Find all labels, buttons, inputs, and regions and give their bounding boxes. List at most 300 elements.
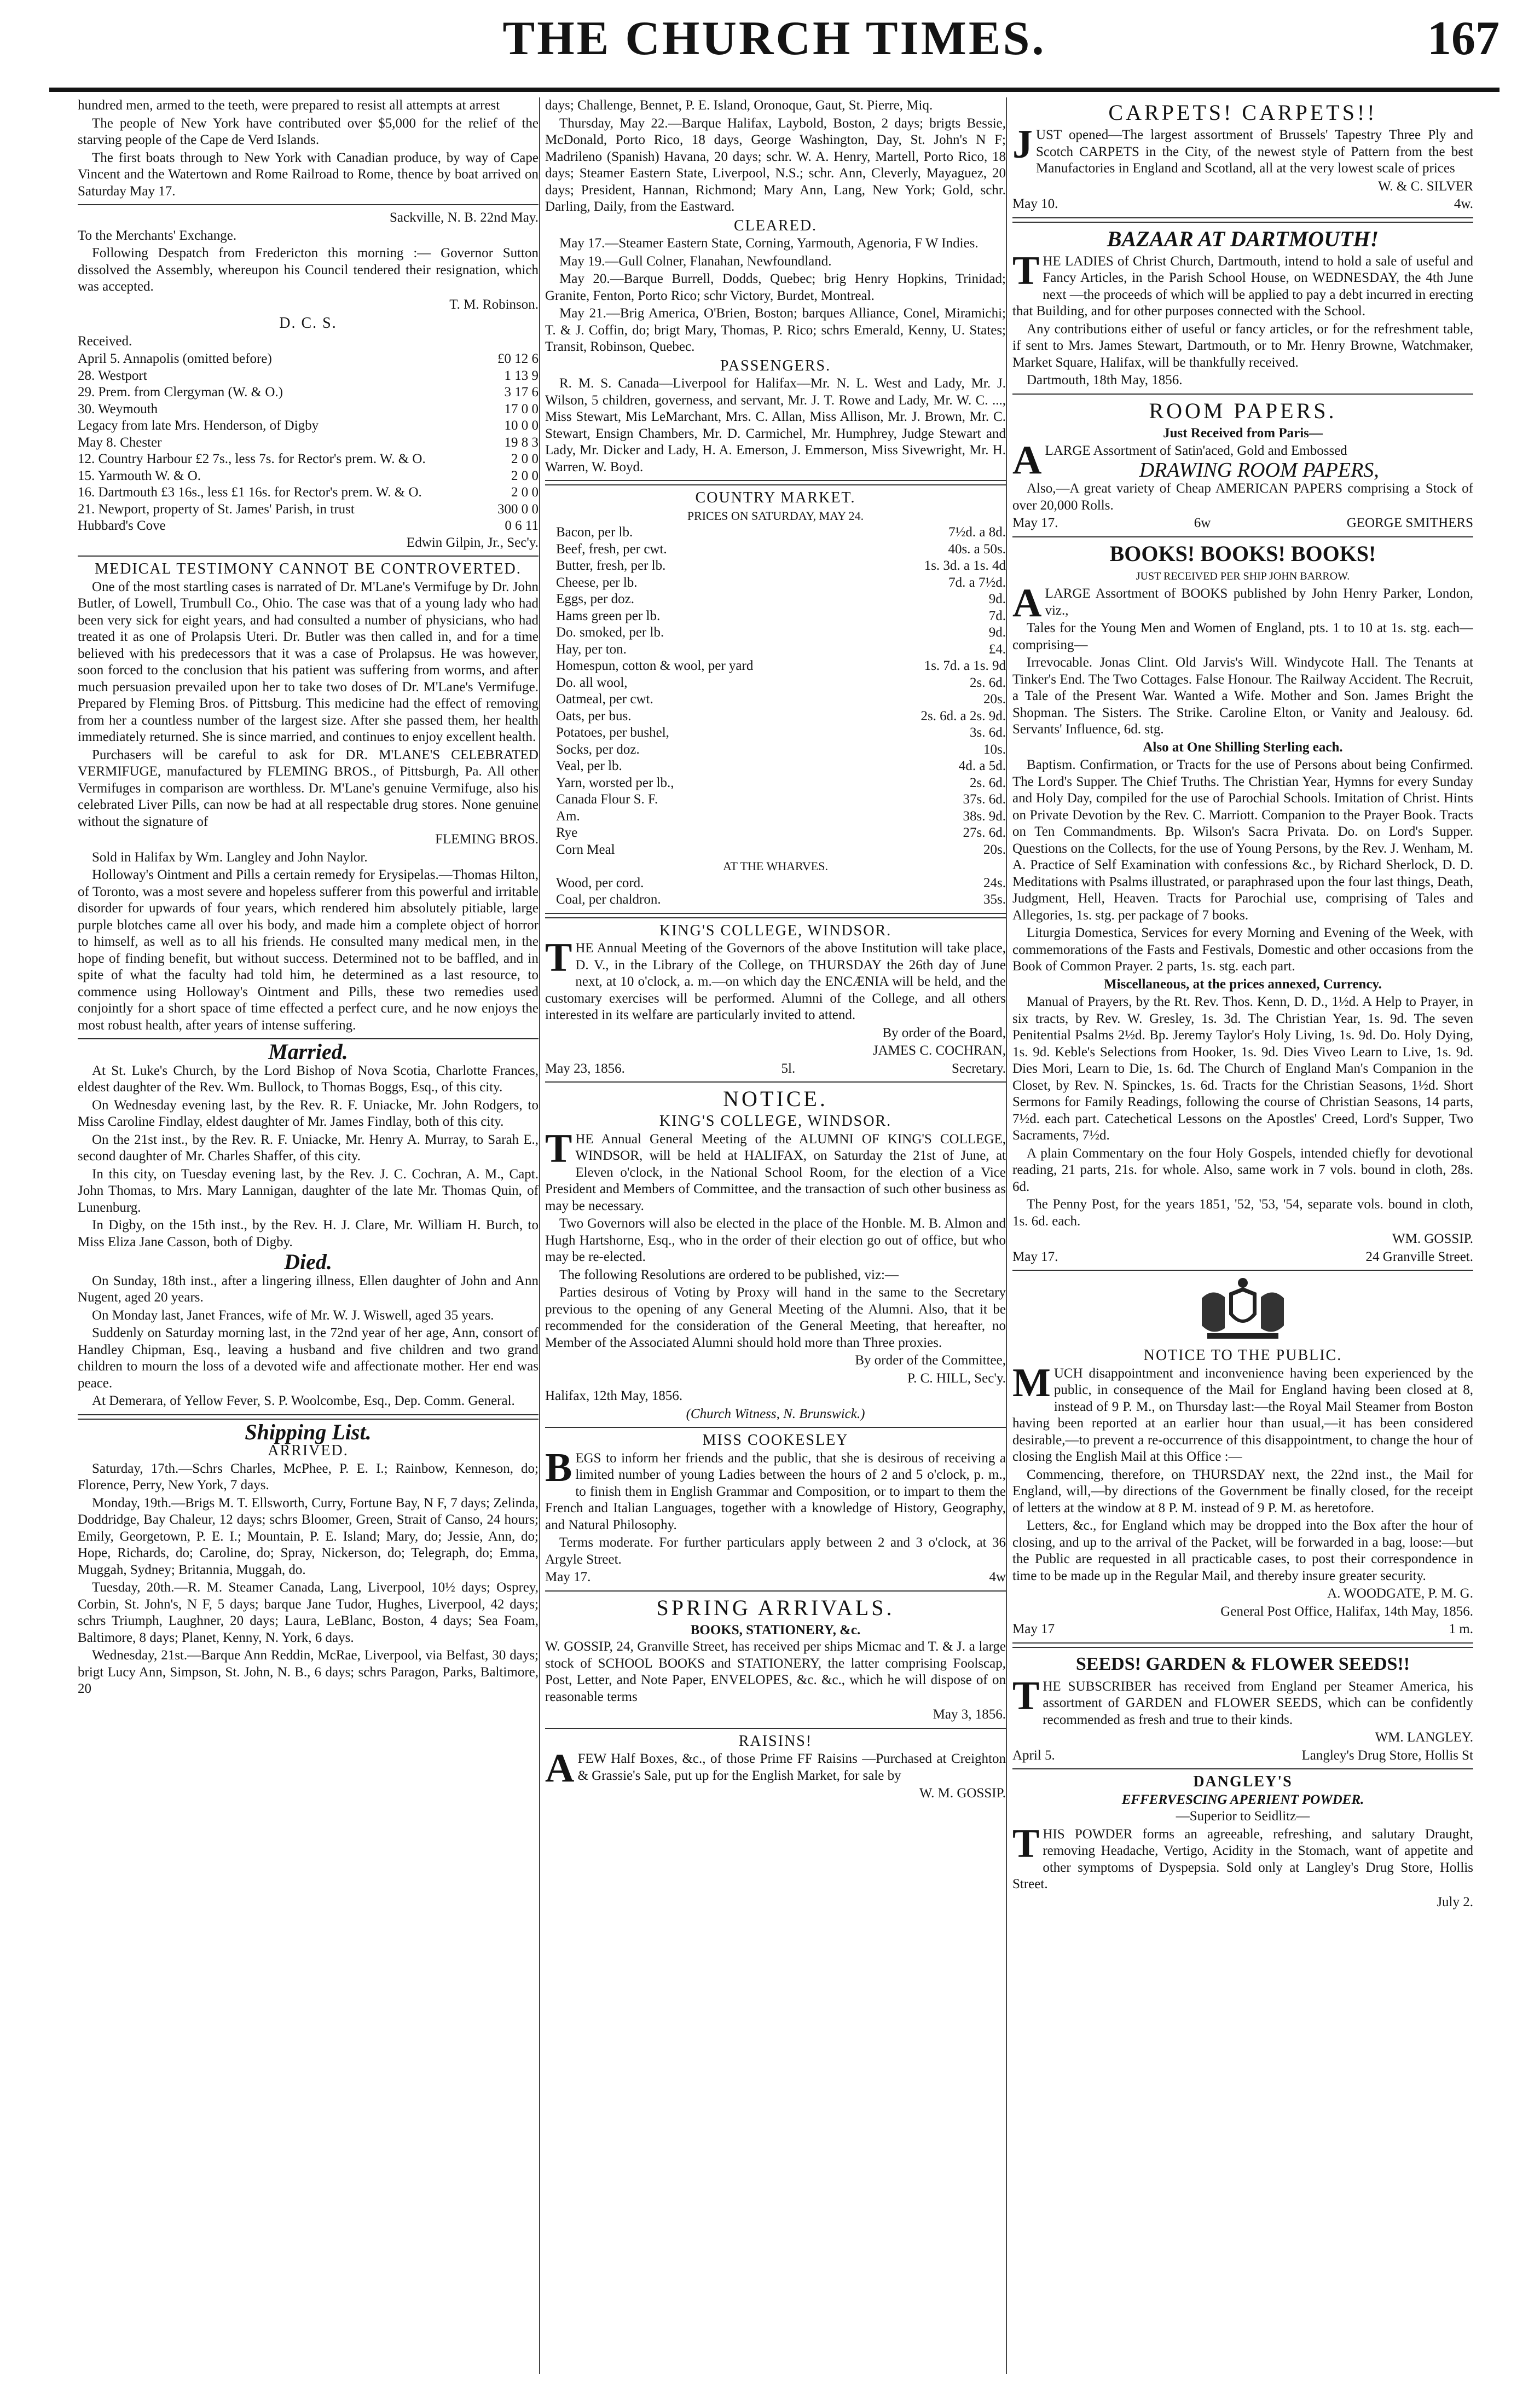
account-row	[78, 518, 539, 535]
market-price: 2s. 6d.	[970, 775, 1006, 790]
news-text: R. M. S. Canada—Liverpool for Halifax—Mr. N. L. West and Lady, Mr. J. Wilson, 5 children, governess, and servant, Mr. J. T. Rowe and Lady, Mr. W. C. ..., Miss Stewart, Mis LeMarchant, Mrs. C. Allan, Miss Allison, Mr. J. Brown, Mr. C. Stewart, Ensign Chambers, Mr. D. Carmichel, Mr. Humphrey, Judge Stewart and Lady, Mr. Dicker and Lady, H. A. Emerson, J. Emmerson, Miss Sivewright, Mr. H. Warren, W. Boyd.	[545, 376, 1006, 475]
news-text: One of the most startling cases is narrated of Dr. M'Lane's Vermifuge by Dr. John Butler, of Lowell, Trumbull Co., Ohio. The case was that of a young lady who had been very sick for eight years, and had consulted a number of physicians, who had treated it as one of Prolapsis Uteri. Dr. Butler was then called in, and for a time believed with his predecessors that it was a case of Prolapsus. He was however, soon forced to the conclusion that his patient was suffering from worms, and after much persuasion prevailed upon her to take two doses of Dr. M'Lane's Vermifuge. Prepared by Fleming Bros. of Pittsburg. This medicine had the effect of removing from her a countless number of the largest size. After she passed them, her health immediately returned. She is since married, and continues to enjoy excellent health.	[78, 579, 539, 744]
died-list	[78, 1273, 539, 1410]
divider	[1012, 1768, 1473, 1769]
ad-dateline	[1012, 515, 1473, 532]
divider	[78, 204, 539, 205]
ad-dateline	[545, 1061, 1006, 1078]
ad-code: 6w	[1194, 516, 1211, 530]
ad-date: May 17	[1012, 1622, 1055, 1636]
market-item: Hay, per ton.	[556, 641, 627, 657]
list-item: At St. Luke's Church, by the Lord Bishop of Nova Scotia, Charlotte Frances, eldest daughter of the Rev. Wm. Bullock, to Thomas Boggs, Esq., of this city.	[78, 1063, 539, 1095]
market-price: 10s.	[983, 742, 1006, 757]
ad-text	[545, 1445, 1006, 1534]
market-row	[545, 842, 1006, 859]
divider	[545, 1427, 1006, 1428]
account-row	[78, 468, 539, 485]
account-row	[78, 351, 539, 368]
market-row	[545, 708, 1006, 725]
market-row	[545, 892, 1006, 909]
section-heading: EFFERVESCING APERIENT POWDER.	[1121, 1792, 1364, 1807]
column-3	[1012, 97, 1473, 2380]
royal-arms-icon	[1191, 1276, 1295, 1342]
account-item: Legacy from late Mrs. Henderson, of Digby	[78, 418, 319, 433]
market-row	[545, 875, 1006, 892]
market-price: 38s. 9d.	[963, 808, 1006, 824]
divider	[545, 913, 1006, 918]
list-item: Monday, 19th.—Brigs M. T. Ellsworth, Curry, Fortune Bay, N F, 7 days; Zelinda, Doddridge, Bay Chaleur, 12 days; schrs Bloomer, Green, Strait of Canso, 24 hours; Emily, Georgetown, P. E. I.; Mountain, P. E. Island; Mary, do; Jessie, Ann, do; Hope, Richards, do; Caroline, do; Spray, Nickerson, do; Telegraph, do; Emma, Muggah, Sydney; Britannia, Muggah, do.	[78, 1495, 539, 1577]
news-text: Purchasers will be careful to ask for DR. M'LANE'S CELEBRATED VERMIFUGE, manufactured by FLEMING BROS., of Pittsburgh, Pa. All other Vermifuges in comparison are worthless. Dr. M'Lane's genuine Vermifuge, also his celebrated Liver Pills, can now be had at all respectable drug stores. None genuine without the signature of	[78, 747, 539, 829]
ad-text: Terms moderate. For further particulars apply between 2 and 3 o'clock, at 36 Argyle Street.	[545, 1535, 1006, 1567]
ad-text	[545, 1126, 1006, 1215]
list-item: May 20.—Barque Burrell, Dodds, Quebec; brig Henry Hopkins, Trinidad; Granite, Fenton, Porto Rico; schr Victory, Burdet, Montreal.	[545, 271, 1006, 303]
ad-text: W. GOSSIP, 24, Granville Street, has received per ships Micmac and T. & J. a large stock of SCHOOL BOOKS and STATIONERY, the latter comprising Foolscap, Post, Letter, and Note Paper, ENVELOPES, &c. &c., which he will dispose of on reasonable terms	[545, 1639, 1006, 1704]
section-heading: NOTICE TO THE PUBLIC.	[1143, 1347, 1342, 1364]
ad-date: May 23, 1856.	[545, 1061, 625, 1076]
cleared-list	[545, 235, 1006, 356]
section-heading: BAZAAR AT DARTMOUTH!	[1107, 226, 1379, 251]
market-item: Bacon, per lb.	[556, 525, 633, 540]
market-item: Rye	[556, 825, 578, 840]
account-amount: 2 0 0	[511, 452, 539, 466]
account-date: 30.	[78, 401, 95, 416]
ad-body: HIS POWDER forms an agreeable, refreshing, and salutary Draught, removing Headache, Vertigo, Acidity in the Stomach, want of appetite and other symptoms of Dyspepsia. Sold only at Langley's Drug Store, Hollis Street.	[1012, 1826, 1473, 1891]
account-amount: 1 13 9	[504, 368, 539, 383]
list-item: Wednesday, 21st.—Barque Ann Reddin, McRae, Liverpool, via Belfast, 30 days; brigt Lucy Ann, Simpson, St. John, N. B., 6 days; schrs Paragon, Parks, Baltimore, 20	[78, 1648, 539, 1696]
market-price: 37s. 6d.	[963, 792, 1006, 807]
subheading: ARRIVED.	[268, 1442, 349, 1459]
subheading: PASSENGERS.	[720, 357, 831, 374]
account-entry	[78, 484, 422, 501]
account-row	[78, 501, 539, 518]
market-item: Do. smoked, per lb.	[556, 625, 664, 640]
drop-cap: T	[1012, 1673, 1040, 1719]
market-item: Oats, per bus.	[556, 708, 632, 724]
market-price: 3s. 6d.	[970, 725, 1006, 740]
signature: T. M. Robinson.	[449, 297, 539, 312]
ad-date: April 5.	[1012, 1748, 1055, 1763]
list-item: In Digby, on the 15th inst., by the Rev. H. J. Clare, Mr. William H. Burch, to Miss Eliza Jane Casson, both of Digby.	[78, 1218, 539, 1249]
market-item: Coal, per chaldron.	[556, 892, 661, 907]
ad-text: The following Resolutions are ordered to be published, viz:—	[559, 1267, 899, 1282]
subheading: Also at One Shilling Sterling each.	[1143, 739, 1343, 755]
ad-dateline	[545, 1569, 1006, 1586]
market-item: Wood, per cord.	[556, 875, 644, 890]
signature: GEORGE SMITHERS	[1346, 516, 1473, 530]
account-amount: 300 0 0	[497, 501, 539, 517]
section-heading: BOOKS! BOOKS! BOOKS!	[1109, 541, 1376, 566]
market-row	[545, 558, 1006, 575]
section-heading: KING'S COLLEGE, WINDSOR.	[659, 922, 892, 939]
account-entry	[78, 401, 158, 418]
section-heading: DANGLEY'S	[1193, 1773, 1293, 1790]
list-item: Suddenly on Saturday morning last, in the 72nd year of her age, Ann, consort of Handley Chipman, Esq., leaving a husband and five children and two grand children to mourn the loss of a devoted wife and affectionate mother. Her end was peace.	[78, 1326, 539, 1391]
divider	[545, 1590, 1006, 1592]
news-text: Received.	[78, 333, 132, 349]
drop-cap: T	[545, 935, 572, 980]
market-row	[545, 725, 1006, 742]
market-item: Veal, per lb.	[556, 759, 622, 773]
ad-text: Baptism. Confirmation, or Tracts for the use of Persons about being Confirmed. The Lord's Supper. The Chief Truths. The Christian Year, Hymns for every Sunday and Holy Day, compiled for the use of Parochial Schools. Imitation of Christ. Hints on Private Devotion by the Rev. C. Marriott. Companion to the Prayer Book. Tracts on Ten Commandments. Bp. Wilson's Sacra Privata. Do. on Lord's Supper. Questions on the Collects, for the use of Young Persons, by the Rev. J. Wenham, M. A. Practice of Self Examination with confessions &c., by Richard Sherlock, D. D. Meditations with Psalms illustrated, or paraphrased upon the four last things, Death, Judgment, Hell, Heaven. Tracts for Parochial use, comprising of Tales and Allegories, 1s. stg. per package of 7 books.	[1012, 757, 1473, 923]
news-text: The first boats through to New York with Canadian produce, by way of Cape Vincent and the Watertown and Rome Railroad to Rome, thence by boat arrived on Saturday May 17.	[78, 150, 539, 199]
account-date: 12.	[78, 452, 95, 466]
market-row	[545, 791, 1006, 808]
drop-cap: B	[545, 1445, 572, 1490]
ad-text	[545, 1746, 1006, 1791]
market-price: 7d.	[988, 608, 1006, 623]
ad-text: The Penny Post, for the years 1851, '52, '53, '54, separate vols. bound in cloth, 1s. 6d. each.	[1012, 1197, 1473, 1229]
market-price: 35s.	[983, 892, 1006, 907]
list-item: On Monday last, Janet Frances, wife of Mr. W. J. Wiswell, aged 35 years.	[92, 1307, 494, 1323]
account-item: Prem. from Clergyman (W. & O.)	[98, 385, 283, 400]
ad-text: By order of the Board,	[882, 1025, 1006, 1040]
ad-text: Also,—A great variety of Cheap AMERICAN PAPERS comprising a Stock of over 20,000 Rolls.	[1012, 481, 1473, 513]
divider	[1012, 536, 1473, 537]
drop-cap: M	[1012, 1360, 1051, 1405]
account-date: 28.	[78, 368, 95, 383]
ad-date: May 17.	[1012, 1249, 1058, 1264]
ad-text: Letters, &c., for England which may be dropped into the Box after the hour of closing, and up to the arrival of the Packet, will be forwarded in a bag, loose:—but the Public are requested in all practicable cases, to post their correspondence in time to be made up in the Regular Mail, and thereby insure greater security.	[1012, 1518, 1473, 1583]
market-price: 20s.	[983, 692, 1006, 707]
list-item: Saturday, 17th.—Schrs Charles, McPhee, P. E. I.; Rainbow, Kenneson, do; Florence, Perry, New York, 7 days.	[78, 1461, 539, 1492]
ad-date: May 17.	[545, 1570, 591, 1584]
ad-text: Commencing, therefore, on THURSDAY next, the 22nd inst., the Mail for England, will,—by directions of the Government be finally closed, for the receipt of letters at the window at 8 P. M. instead of 9 P. M. as heretofore.	[1012, 1467, 1473, 1515]
section-heading: Married.	[268, 1039, 348, 1064]
divider	[545, 480, 1006, 485]
divider	[78, 1414, 539, 1420]
newspaper-title: THE CHURCH TIMES.	[502, 12, 1046, 65]
list-item: On Sunday, 18th inst., after a lingering illness, Ellen daughter of John and Ann Nugent, aged 20 years.	[78, 1273, 539, 1305]
market-item: Potatoes, per bushel,	[556, 725, 669, 740]
married-list	[78, 1063, 539, 1251]
ad-date: July 2.	[1437, 1894, 1473, 1910]
market-row	[545, 775, 1006, 792]
ad-text: Parties desirous of Voting by Proxy will hand in the same to the Secretary previous to the opening of any General Meeting of the Alumni. Also, that it be recommended for the consideration of the General Meeting, that hereafter, no Member of the Associated Alumni should hold more than Three proxies.	[545, 1285, 1006, 1350]
list-item: At Demerara, of Yellow Fever, S. P. Woolcombe, Esq., Dep. Comm. General.	[92, 1393, 515, 1408]
ad-body: UST opened—The largest assortment of Brussels' Tapestry Three Ply and Scotch CARPETS in the City, of the newest style of Pattern from the best Manufactories in England and Scotland, all at the very lowest scale of prices	[1036, 128, 1473, 176]
column-divider	[1006, 97, 1007, 2374]
subheading: CLEARED.	[733, 217, 818, 234]
account-entry	[78, 518, 166, 535]
ad-body: FEW Half Boxes, &c., of those Prime FF Raisins —Purchased at Creighton & Grassie's Sale, put up for the English Market, for sale by	[577, 1751, 1006, 1783]
drop-cap: T	[545, 1126, 572, 1171]
ad-source: (Church Witness, N. Brunswick.)	[686, 1406, 865, 1421]
market-row	[545, 541, 1006, 558]
ad-location: General Post Office, Halifax, 14th May, 1856.	[1220, 1604, 1473, 1619]
market-price: 2s. 6d. a 2s. 9d.	[920, 708, 1006, 724]
news-text: days; Challenge, Bennet, P. E. Island, Oronoque, Gaut, St. Pierre, Miq.	[545, 98, 933, 113]
account-item: Dartmouth £3 16s., less £1 16s. for Rector's prem. W. & O.	[98, 485, 422, 500]
ad-text	[1012, 1821, 1473, 1893]
news-text: hundred men, armed to the teeth, were prepared to resist all attempts at arrest	[78, 98, 500, 113]
ad-text: By order of the Committee,	[855, 1353, 1006, 1368]
wharves-price-list	[545, 875, 1006, 909]
signature: Edwin Gilpin, Jr., Sec'y.	[406, 535, 539, 550]
section-heading: CARPETS! CARPETS!!	[1108, 100, 1377, 125]
news-text: The people of New York have contributed over $5,000 for the relief of the starving people of the Cape de Verd Islands.	[78, 115, 539, 147]
market-item: Canada Flour S. F.	[556, 792, 658, 807]
market-item: Oatmeal, per cwt.	[556, 692, 653, 707]
account-date: May 8.	[78, 435, 117, 450]
list-item: May 17.—Steamer Eastern State, Corning, Yarmouth, Agenoria, F W Indies.	[559, 236, 979, 251]
signature: A. WOODGATE, P. M. G.	[1327, 1586, 1473, 1601]
market-row	[545, 825, 1006, 842]
signature: WM. LANGLEY.	[1375, 1730, 1473, 1745]
ad-code: 5l.	[781, 1061, 796, 1076]
section-heading: Died.	[284, 1249, 332, 1274]
list-item: On Wednesday evening last, by the Rev. R. F. Uniacke, Mr. John Rodgers, to Miss Caroline Findlay, eldest daughter of Mr. James Findlay, both of this city.	[78, 1097, 539, 1129]
signature: W. & C. SILVER	[1378, 178, 1473, 194]
account-date: 21.	[78, 501, 95, 517]
account-entry	[78, 351, 272, 368]
account-date: 16.	[78, 485, 95, 500]
drop-cap: J	[1012, 122, 1033, 167]
account-date: 15.	[78, 468, 95, 483]
account-row	[78, 401, 539, 418]
ad-text	[1012, 581, 1473, 626]
ad-body: HE Annual Meeting of the Governors of the above Institution will take place, D. V., in the Library of the College, on THURSDAY the 26th day of June next, at 10 o'clock, a. m.—on which day the ENCÆNIA will be held, and the customary exercises will be performed. Alumni of the College, and all others interested in its welfare are particularly invited to attend.	[545, 941, 1006, 1022]
account-item: Newport, property of St. James' Parish, in trust	[98, 501, 355, 517]
masthead-rule	[49, 88, 1500, 92]
account-amount: 17 0 0	[504, 401, 539, 416]
ad-text	[1012, 248, 1473, 320]
market-item: Homespun, cotton & wool, per yard	[556, 658, 754, 673]
drop-cap: T	[1012, 248, 1040, 293]
market-price: £4.	[988, 641, 1006, 657]
list-item: Tuesday, 20th.—R. M. Steamer Canada, Lang, Liverpool, 10½ days; Osprey, Corbin, St. John's, N F, 5 days; barque Jane Tudor, Hughes, Liverpool, 42 days; schrs Triumph, Laughner, 20 days; Laura, LeBlanc, Boston, 4 days; Sea Foam, Baltimore, 8 days; Planet, Kenny, N. York, 6 days.	[78, 1580, 539, 1645]
market-price-list	[545, 524, 1006, 858]
ad-address: Langley's Drug Store, Hollis St	[1301, 1748, 1473, 1763]
account-date: April 5.	[78, 351, 120, 366]
market-row	[545, 624, 1006, 641]
account-entry	[78, 368, 147, 385]
section-heading: MEDICAL TESTIMONY CANNOT BE CONTROVERTED.	[95, 560, 522, 577]
drop-cap: A	[1012, 438, 1042, 483]
ad-text: Liturgia Domestica, Services for every Morning and Evening of the Week, with commemorations of the Fasts and Festivals, Domestic and other occasions from the Book of Common Prayer. 2 parts, 1s. stg. each part.	[1012, 925, 1473, 974]
ad-text: Irrevocable. Jonas Clint. Old Jarvis's Will. Windycote Hall. The Tenants at Tinker's End. The Two Cottages. False Honour. The Railway Accident. The Recruit, a Tale of the Present War. Wanted a Wife. Mother and Son. James Bright the Shopman. The Sisters. The Strike. Caroline Elton, or Vanity and Jealousy. 6d. Servants' Influence, 6d. stg.	[1012, 655, 1473, 737]
market-price: 20s.	[983, 842, 1006, 857]
section-heading: SPRING ARRIVALS.	[656, 1595, 895, 1620]
section-heading: KING'S COLLEGE, WINDSOR.	[659, 1113, 892, 1130]
drop-cap: A	[545, 1746, 575, 1791]
shipping-list	[78, 1461, 539, 1698]
ad-text	[545, 935, 1006, 1024]
market-price: 1s. 3d. a 1s. 4d	[924, 558, 1006, 573]
market-item: Eggs, per doz.	[556, 592, 635, 606]
market-row	[545, 524, 1006, 541]
ad-text	[1012, 1673, 1473, 1729]
ad-emphasis: DRAWING ROOM PAPERS,	[1139, 458, 1379, 482]
divider	[78, 556, 539, 557]
ad-text: Any contributions either of useful or fancy articles, or for the refreshment table, if sent to Mrs. James Stewart, Dartmouth, or to Mr. Henry Browne, Watchmaker, Market Square, Halifax, will be thankfully received.	[1012, 321, 1473, 370]
ad-text: Two Governors will also be elected in the place of the Honble. M. B. Almon and Hugh Hartshorne, Esq., who in the order of their election go out of office, but who may be re-elected.	[545, 1216, 1006, 1264]
account-item: Annapolis (omitted before)	[123, 351, 272, 366]
section-heading: ROOM PAPERS.	[1149, 398, 1337, 423]
ad-body: LARGE Assortment of BOOKS published by John Henry Parker, London, viz.,	[1045, 586, 1473, 618]
ad-date: May 3, 1856.	[933, 1707, 1006, 1722]
market-item: Am.	[556, 808, 580, 824]
account-item: Hubbard's Cove	[78, 518, 166, 533]
divider	[545, 1081, 1006, 1083]
market-row	[545, 675, 1006, 692]
account-amount: 10 0 0	[504, 418, 539, 433]
news-text: Sold in Halifax by Wm. Langley and John Naylor.	[92, 849, 368, 865]
list-item: On the 21st inst., by the Rev. R. F. Uniacke, Mr. Henry A. Murray, to Sarah E., second daughter of Mr. Charles Shaffer, of this city.	[78, 1132, 539, 1164]
market-item: Butter, fresh, per lb.	[556, 558, 666, 573]
account-entry	[78, 435, 161, 452]
signature: FLEMING BROS.	[435, 832, 539, 847]
market-item: Socks, per doz.	[556, 742, 640, 757]
account-row	[78, 435, 539, 452]
market-item: Hams green per lb.	[556, 608, 661, 623]
list-item: May 21.—Brig America, O'Brien, Boston; barques Alliance, Conel, Miramichi; T. & J. Coffin, do; brigt Mary, Thomas, P. Rico; schrs Emerald, Kenny, U. States; Transit, Robinson, Quebec.	[545, 306, 1006, 354]
market-item: Cheese, per lb.	[556, 575, 638, 590]
divider	[1012, 1642, 1473, 1648]
account-amount: £0 12 6	[497, 351, 539, 366]
account-row	[78, 451, 539, 468]
account-item: Country Harbour £2 7s., less 7s. for Rector's prem. W. & O.	[98, 452, 426, 466]
market-row	[545, 808, 1006, 825]
market-price: 7½d. a 8d.	[948, 525, 1006, 540]
ad-dateline	[1012, 1748, 1473, 1764]
account-amount: 19 8 3	[504, 435, 539, 450]
news-text: To the Merchants' Exchange.	[78, 228, 237, 243]
ad-dateline	[1012, 1249, 1473, 1266]
ad-address: 24 Granville Street.	[1365, 1249, 1473, 1264]
market-price: 9d.	[988, 625, 1006, 640]
account-entry	[78, 468, 201, 485]
section-heading: RAISINS!	[738, 1732, 813, 1750]
market-item: Yarn, worsted per lb.,	[556, 775, 674, 790]
account-item: Yarmouth W. & O.	[97, 468, 201, 483]
section-heading: SEEDS! GARDEN & FLOWER SEEDS!!	[1075, 1653, 1410, 1674]
market-row	[545, 575, 1006, 592]
ad-date: Dartmouth, 18th May, 1856.	[1027, 373, 1183, 387]
signature: WM. GOSSIP.	[1392, 1231, 1473, 1246]
section-heading: MISS COOKESLEY	[702, 1432, 849, 1449]
ad-body: LARGE Assortment of Satin'aced, Gold and Embossed	[1045, 443, 1347, 458]
ad-text: Manual of Prayers, by the Rt. Rev. Thos. Kenn, D. D., 1½d. A Help to Prayer, in six tracts, by Rev. W. Gresley, 1s. 3d. The Christian Year, 1s. 9d. The seven Penitential Psalms 2½d. Bp. Jeremy Taylor's Holy Living, 1s. 9d. Do. Holy Dying, 1s. 9d. Keble's Selections from Hooker, 1s. 9d. Dies Viveo Learn to Live, 1s. 9d. Dies Mori, Learn to Die, 1s. 6d. The Church of England Man's Companion in the Closet, by Rev. N. Spinckes, 1s. 6d. Tracts for the Christian Seasons, 1½d. Short Sermons for Family Readings, following the course of Christian Seasons, 14 parts, 7½d. each part. Catechetical Lessons on the Apostles' Creed, Lord's Supper, Two Sacraments, 7½d.	[1012, 994, 1473, 1143]
dcs-accounts-list	[78, 351, 539, 535]
subheading: JUST RECEIVED PER SHIP JOHN BARROW.	[1136, 570, 1350, 582]
subheading: —Superior to Seidlitz—	[1176, 1809, 1310, 1824]
market-item: Do. all wool,	[556, 675, 628, 690]
market-row	[545, 641, 1006, 658]
account-entry	[78, 501, 355, 518]
divider	[1012, 217, 1473, 223]
account-date: 29.	[78, 385, 95, 400]
account-row	[78, 368, 539, 385]
ad-code: 1 m.	[1449, 1622, 1473, 1636]
account-entry	[78, 384, 283, 401]
ad-role: Secretary.	[951, 1061, 1006, 1076]
account-item: Westport	[98, 368, 147, 383]
account-amount: 0 6 11	[505, 518, 539, 533]
market-item: Beef, fresh, per cwt.	[556, 541, 667, 557]
divider	[545, 1728, 1006, 1729]
account-row	[78, 484, 539, 501]
account-row	[78, 384, 539, 401]
market-price: 40s. a 50s.	[948, 541, 1006, 557]
ad-code: 4w.	[1454, 196, 1473, 211]
market-price: 1s. 7d. a 1s. 9d	[924, 658, 1006, 673]
account-amount: 2 0 0	[511, 485, 539, 500]
account-item: Chester	[120, 435, 162, 450]
ad-dateline	[1012, 196, 1473, 213]
account-row	[78, 418, 539, 435]
list-item: May 19.—Gull Colner, Flanahan, Newfoundland.	[559, 253, 832, 269]
account-item: Weymouth	[98, 401, 158, 416]
subheading: Miscellaneous, at the prices annexed, Currency.	[1104, 976, 1382, 992]
market-row	[545, 591, 1006, 608]
market-price: 7d. a 7½d.	[948, 575, 1006, 590]
account-entry	[78, 451, 426, 468]
section-heading: COUNTRY MARKET.	[695, 489, 856, 506]
market-row	[545, 742, 1006, 759]
ad-dateline	[1012, 1621, 1473, 1638]
drop-cap: A	[1012, 581, 1042, 626]
ad-body: UCH disappointment and inconvenience having been experienced by the public, in consequence of the Mail for England having been closed at 8, instead of 9 P. M., on Thursday last:—the Royal Mail Steamer from Boston having been reported at an earlier hour than usual,—it has been considered desirable,—to prevent a re-occurrence of this disappointment, to change the hour of closing the English Mail at this Office :—	[1012, 1365, 1473, 1464]
account-entry	[78, 418, 319, 435]
ad-text: A plain Commentary on the four Holy Gospels, intended chiefly for devotional reading, 21 parts, 21s. for whole. Also, same work in 7 vols. bound in cloth, 28s. 6d.	[1012, 1145, 1473, 1194]
ad-body: HE Annual General Meeting of the ALUMNI OF KING'S COLLEGE, WINDSOR, will be held at HALIFAX, on Saturday the 21st of June, at Eleven o'clock, in the National School Room, for the election of a Vice President and Members of Committee, and the transaction of such other business as may be necessary.	[545, 1131, 1006, 1213]
signature: P. C. HILL, Sec'y.	[907, 1370, 1006, 1386]
list-item: Thursday, May 22.—Barque Halifax, Laybold, Boston, 2 days; brigts Bessie, McDonald, Porto Rico, 18 days, George Washington, Day, St. John's N F; Madrileno (Spanish) Havana, 20 days; schr. W. A. Henry, Martell, Porto Rico, 18 days; Steamer Eastern State, Liverpool, N.S.; schr. Ann, Cleverly, Mayaguez, 20 days; President, Hannan, Richmond; Mary Ann, Lang, New York; Gold, schr. Darling, Daily, from the Eastward.	[545, 115, 1006, 214]
section-heading: Shipping List.	[245, 1419, 372, 1444]
market-row	[545, 758, 1006, 775]
divider	[1012, 1270, 1473, 1271]
masthead	[49, 12, 1500, 65]
market-price: 27s. 6d.	[963, 825, 1006, 840]
section-heading: D. C. S.	[279, 315, 337, 332]
ad-date: Halifax, 12th May, 1856.	[545, 1388, 683, 1403]
column-1	[78, 97, 539, 2380]
signature: W. M. GOSSIP.	[919, 1786, 1006, 1801]
ad-text	[1012, 122, 1473, 177]
market-row	[545, 691, 1006, 708]
dateline: Sackville, N. B. 22nd May.	[390, 210, 539, 225]
ad-body: HE SUBSCRIBER has received from England per Steamer America, his assortment of GARDEN and FLOWER SEEDS, which can be confidently recommended as fresh and true to their kinds.	[1043, 1679, 1473, 1727]
subheading: AT THE WHARVES.	[723, 859, 828, 873]
market-price: 24s.	[983, 875, 1006, 890]
ad-date: May 17.	[1012, 516, 1058, 530]
ad-text: Tales for the Young Men and Women of England, pts. 1 to 10 at 1s. stg. each—comprising—	[1012, 621, 1473, 652]
ad-body: EGS to inform her friends and the public, that she is desirous of receiving a limited number of young Ladies between the hours of 2 and 5 o'clock, p. m., to finish them in English Grammar and Composition, or to impart to them the French and Italian Languages, together with a knowledge of History, Geography, and Natural Philosophy.	[545, 1450, 1006, 1532]
ad-date: May 10.	[1012, 196, 1058, 211]
section-heading: NOTICE.	[723, 1086, 828, 1111]
market-item: Corn Meal	[556, 842, 615, 857]
market-row	[545, 658, 1006, 675]
ad-code: 4w	[989, 1570, 1006, 1584]
news-text: Following Despatch from Fredericton this morning :— Governor Sutton dissolved the Assembly, whereupon his Council tendered their resignation, which was accepted.	[78, 246, 539, 294]
market-row	[545, 608, 1006, 625]
drop-cap: T	[1012, 1821, 1040, 1866]
subheading: BOOKS, STATIONERY, &c.	[690, 1622, 861, 1638]
ad-body: HE LADIES of Christ Church, Dartmouth, intend to hold a sale of useful and Fancy Articles, in the Parish School House, on WEDNESDAY, the 4th June next —the proceeds of which will be applied to pay a debt incurred in erecting that Building, and for other purposes connected with the School.	[1012, 253, 1473, 319]
page-number: 167	[1427, 12, 1500, 65]
divider	[1012, 394, 1473, 395]
market-price: 9d.	[988, 592, 1006, 606]
market-price: 2s. 6d.	[970, 675, 1006, 690]
subheading: Just Received from Paris—	[1163, 425, 1323, 441]
news-text: Holloway's Ointment and Pills a certain remedy for Erysipelas.—Thomas Hilton, of Toronto, was a most severe and hopeless sufferer from this powerful and irritable disorder for upwards of four years, which rendered him absolutely pitiable, large purple blotches came all over his body, and made him a complete object of horror to himself, as well as to all his friends. He consulted many medical men, in the hope of finding benefit, but without success. Determined not to be baffled, and in spite of what the faculty had told him, he determined as a last resource, to commence using Holloway's Ointment and Pills, these two remedies used conjointly for a short space of time effected a perfect cure, and he now enjoys the most robust health, after years of intense suffering.	[78, 867, 539, 1033]
account-amount: 2 0 0	[511, 468, 539, 483]
shipping-list	[545, 115, 1006, 216]
column-divider	[539, 97, 540, 2374]
account-amount: 3 17 6	[504, 385, 539, 400]
subheading: PRICES ON SATURDAY, MAY 24.	[687, 508, 864, 523]
market-price: 4d. a 5d.	[958, 759, 1006, 773]
